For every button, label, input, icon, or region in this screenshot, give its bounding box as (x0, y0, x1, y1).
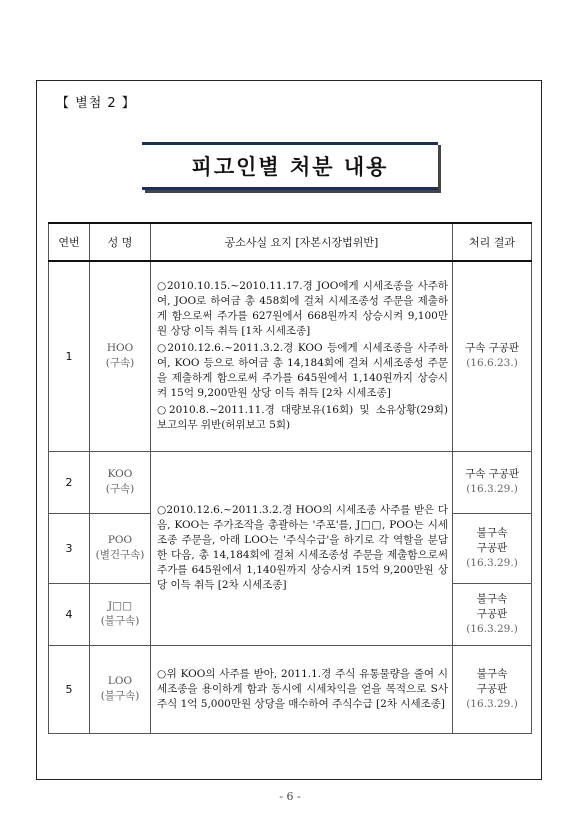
result-text: 불구속 (476, 667, 508, 680)
disposition-table (48, 222, 532, 734)
title-box (142, 142, 438, 190)
row-no: 2 (49, 451, 90, 513)
name-text: POO (107, 534, 133, 546)
row-no: 1 (49, 261, 90, 451)
table-row (49, 451, 532, 513)
result-date: (16.3.29.) (466, 697, 518, 710)
result-cell (453, 583, 532, 645)
table-row (49, 645, 532, 733)
row-no: 5 (49, 645, 90, 733)
result-text: 구공판 (476, 541, 508, 554)
header-facts: 공소사실 요지 [자본시장법위반] (151, 223, 453, 261)
defendant-name (90, 451, 151, 513)
result-date: (16.3.29.) (466, 556, 518, 569)
result-text: 불구속 (476, 526, 508, 539)
defendant-name (90, 513, 151, 583)
facts-cell-shared (151, 451, 453, 645)
result-cell (453, 645, 532, 733)
result-text: 구속 구공판 (464, 468, 520, 480)
name-text: J□□ (107, 600, 133, 612)
row-no: 4 (49, 583, 90, 645)
result-text: 구속 구공판 (464, 342, 520, 355)
header-no: 연번 (49, 223, 90, 261)
name-text: KOO (107, 468, 133, 480)
fact-item: ○2010.10.15.~2010.11.17.경 JOO에게 시세조종을 사주하여, JOO로 하여금 총 458회에 걸쳐 시세조종성 주문을 제출하게 함으로써 주가를 627원에서 668원까지 상승시켜 9,100만원 상당 이득 취득 [1차 시세조종] (157, 280, 448, 338)
row-no: 3 (49, 513, 90, 583)
facts-cell (151, 261, 453, 451)
result-date: (16.3.29.) (466, 622, 518, 635)
result-date: (16.6.23.) (466, 357, 518, 370)
custody-status: (구속) (105, 357, 135, 370)
result-text: 구공판 (476, 682, 508, 695)
result-date: (16.3.29.) (466, 483, 518, 495)
custody-status: (불구속) (100, 615, 140, 627)
custody-status: (불구속) (100, 690, 140, 702)
result-cell (453, 451, 532, 513)
facts-cell (151, 645, 453, 733)
result-cell (453, 513, 532, 583)
table-header-row (49, 223, 532, 261)
page-number: - 6 - (279, 790, 301, 803)
result-text: 불구속 (476, 592, 508, 605)
custody-status: (별건구속) (95, 549, 145, 561)
defendant-name (90, 261, 151, 451)
defendant-name (90, 583, 151, 645)
result-text: 구공판 (476, 607, 508, 620)
custody-status: (구속) (105, 483, 135, 495)
name-text: LOO (107, 675, 133, 687)
result-cell (453, 261, 532, 451)
page-title: 피고인별 처분 내용 (191, 155, 389, 179)
defendant-name (90, 645, 151, 733)
attachment-label: 【 별첨 2 】 (56, 96, 136, 111)
fact-item: ○2010.12.6.~2011.3.2.경 KOO 등에게 시세조종을 사주하여, KOO 등으로 하여금 총 14,184회에 걸쳐 시세조종성 주문을 제출하게 함으로써 주가를 645원에서 1,140원까지 상승시켜 15억 9,200만원 상당 이득 취득 [2차 시세조종] (157, 342, 448, 400)
header-name: 성 명 (90, 223, 151, 261)
name-text: HOO (106, 342, 134, 355)
header-result: 처리 결과 (453, 223, 532, 261)
fact-item: ○위 KOO의 사주를 받아, 2011.1.경 주식 유통물량을 줄여 시세조종을 용이하게 함과 동시에 시세차익을 얻을 목적으로 S사 주식 1억 5,000만원 상당을 매수하여 주식수급 [2차 시세조종] (157, 667, 448, 710)
table-row (49, 261, 532, 451)
fact-item: ○2010.8.~2011.11.경 대량보유(16회) 및 소유상황(29회) 보고의무 위반(허위보고 5회) (157, 404, 448, 432)
fact-item: ○2010.12.6.~2011.3.2.경 HOO의 시세조종 사주를 받은 다음, KOO는 주가조작을 총괄하는 '주포'를, J□□, POO는 시세조종 주문을, 아래 LOO는 '주식수급'을 하기로 각 역할을 분담한 다음, 총 14,184회에 걸쳐 시세조종성 주문을 제출함으로써 주가를 645원에서 1,140원까지 상승시켜 15억 9,200만원 상당 이득 취득 [2차 시세조종] (157, 504, 448, 591)
